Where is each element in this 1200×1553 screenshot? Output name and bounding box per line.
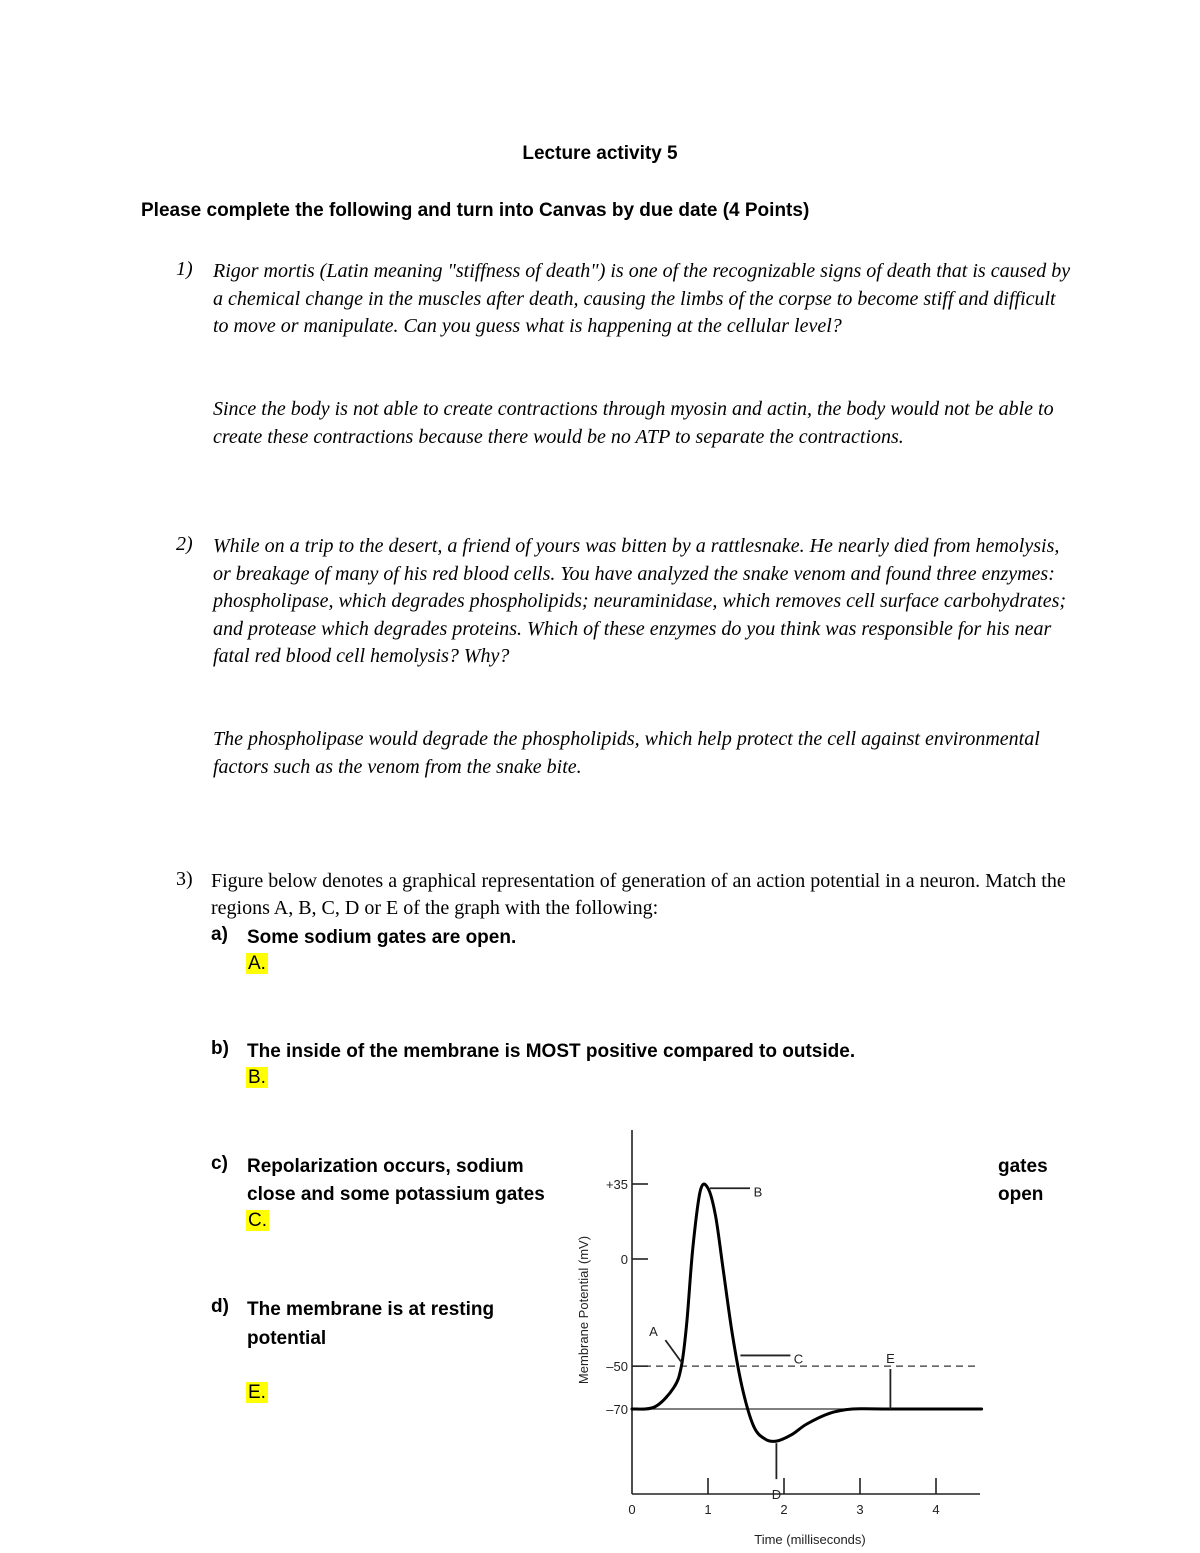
part-b-text: The inside of the membrane is MOST positive compared to outside. <box>247 1041 856 1062</box>
question-2-text: While on a trip to the desert, a friend of yours was bitten by a rattlesnake. He nearly died from hemolysis, or breakage of many of his red blood cells. You have analyzed the snake venom and found three enzymes: phospholipase, which degrades phospholipids; neuraminidase, which removes cell surface carbohydrates; and protease which degrades proteins. Which of these enzymes do you think was responsible for his near fatal red blood cell hemolysis? Why? <box>213 535 1067 667</box>
annotation-label-b: B <box>753 1184 763 1200</box>
part-c-answer: C. <box>248 1210 267 1231</box>
annotation-label-e: E <box>886 1351 895 1366</box>
part-c-text-line2-end: open <box>998 1184 1044 1205</box>
part-d-answer: E. <box>248 1382 266 1403</box>
x-tick-label: 4 <box>932 1502 940 1517</box>
part-a-answer: A. <box>248 953 266 974</box>
instructions: Please complete the following and turn into Canvas by due date (4 Points) <box>141 200 810 221</box>
x-tick-label: 0 <box>628 1502 636 1517</box>
question-3-text: Figure below denotes a graphical representation of generation of an action potential in a neuron. Match the regions A, B, C, D or E of the graph with the following: <box>211 870 1066 919</box>
question-2-number: 2) <box>176 533 193 555</box>
x-tick-label: 3 <box>856 1502 864 1517</box>
question-1-number: 1) <box>176 258 193 280</box>
axis-ticks <box>606 1177 940 1517</box>
part-d-text-line1: The membrane is at resting <box>247 1299 495 1320</box>
annotation-label-c: C <box>793 1351 804 1367</box>
reference-lines <box>632 1366 980 1409</box>
chart-axes <box>632 1130 980 1494</box>
x-tick-label: 1 <box>704 1502 712 1517</box>
annotation-label-a: A <box>649 1324 658 1340</box>
part-d-label: d) <box>211 1296 229 1317</box>
action-potential-curve <box>632 1184 982 1441</box>
page-title: Lecture activity 5 <box>522 143 678 164</box>
part-c-text-line2: close and some potassium gates <box>247 1184 545 1205</box>
part-a-text: Some sodium gates are open. <box>247 927 517 948</box>
annotation-leader-a <box>665 1340 681 1362</box>
y-tick-label: +35 <box>605 1177 628 1192</box>
x-tick-label: 2 <box>780 1502 788 1517</box>
annotation-label-d: D <box>771 1487 782 1503</box>
y-tick-label: 0 <box>620 1252 628 1267</box>
part-b-answer: B. <box>248 1067 266 1088</box>
part-d-text-line2: potential <box>247 1328 327 1349</box>
y-tick-label: –70 <box>606 1402 628 1417</box>
x-axis-label: Time (milliseconds) <box>754 1532 866 1547</box>
part-c-text-line1-end: gates <box>998 1156 1048 1177</box>
y-axis-label: Membrane Potential (mV) <box>576 1235 591 1385</box>
part-c-label: c) <box>211 1153 228 1174</box>
part-b-label: b) <box>211 1038 229 1059</box>
part-c-text-line1: Repolarization occurs, sodium <box>247 1156 524 1177</box>
action-potential-chart <box>560 1120 1000 1553</box>
question-2-answer: The phospholipase would degrade the phospholipids, which help protect the cell against environmental factors such as the venom from the snake bite. <box>213 728 1040 778</box>
question-1-text: Rigor mortis (Latin meaning "stiffness of death") is one of the recognizable signs of death that is caused by a chemical change in the muscles after death, causing the limbs of the corpse to become stiff and difficult to move or manipulate. Can you guess what is happening at the cellular level? <box>213 260 1071 337</box>
part-a-label: a) <box>211 924 228 945</box>
question-3-number: 3) <box>176 868 193 890</box>
y-tick-label: –50 <box>606 1359 628 1375</box>
question-1-answer: Since the body is not able to create contractions through myosin and actin, the body would not be able to create these contractions because there would be no ATP to separate the contractions. <box>213 398 1054 448</box>
